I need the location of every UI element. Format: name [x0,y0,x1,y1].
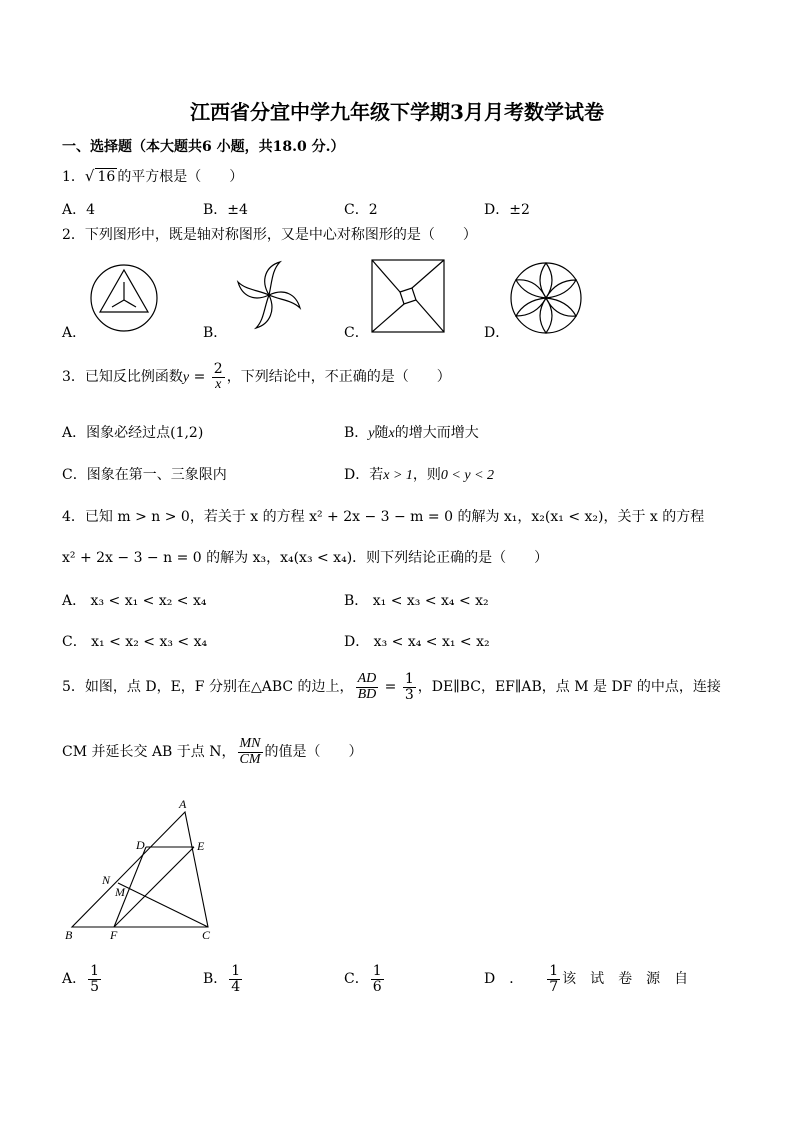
fig-label-b: B [65,928,73,942]
fig-label-f: F [110,928,118,942]
q5-line2-prefix: CM 并延长交 AB 于点 N， [62,744,236,761]
q5-line2-suffix: 的值是（ ） [264,744,363,761]
q3-d-label: D．若 [344,467,384,483]
question-5-line-1 [62,672,721,702]
q3-b-y: y [368,426,375,441]
q5-b-den: 4 [231,978,241,995]
q5-c-num: 1 [372,963,382,979]
q2-option-d-label[interactable]: D． [484,325,510,341]
q5-b-fraction [229,964,242,994]
q5-ratio-den: BD [357,686,377,702]
q4-option-d[interactable]: D． x₃ < x₄ < x₁ < x₂ [344,634,490,650]
q5-option-d[interactable] [484,964,688,994]
q2-option-b-label[interactable]: B． [203,325,228,341]
fig-label-a: A [179,797,187,811]
q4-option-b[interactable]: B． x₁ < x₃ < x₄ < x₂ [344,593,489,609]
question-1 [62,166,243,186]
q1-number: 1． [62,169,85,185]
q3-b-post: 的增大而增大 [394,425,479,441]
q5-target-ratio [238,737,263,767]
q4-option-c[interactable]: C． x₁ < x₂ < x₃ < x₄ [62,634,208,650]
question-3 [62,362,451,392]
fig-label-c: C [202,928,211,942]
q1-radicand: 16 [97,169,116,185]
q3-numerator: 2 [213,361,223,377]
q5-ratio-value-num: 1 [404,671,414,687]
q3-denominator: x [215,376,222,392]
q3-option-b[interactable] [344,422,479,442]
q5-c-fraction [371,964,384,994]
q3-d-result: 0 < y < 2 [440,468,495,483]
q3-d-condition: x > 1 [383,468,413,483]
q5-d-label: D ． [484,971,524,988]
q5-equals: = [380,679,401,696]
q5-prefix: 5．如图，点 D，E，F 分别在△ABC 的边上， [62,679,354,696]
q5-d-fraction [547,964,560,994]
question-4-line-1: 4．已知 m > n > 0，若关于 x 的方程 x² + 2x − 3 − m = 0 的解为 x₁，x₂(x₁ < x₂)，关于 x 的方程 [62,509,705,525]
q5-target-num: MN [239,736,261,751]
q3-option-c[interactable]: C．图象在第一、三象限内 [62,467,227,483]
q3-b-mid: 随 [374,425,389,441]
q3-equals: = [189,369,210,386]
q4-option-a[interactable]: A． x₃ < x₁ < x₂ < x₄ [62,593,207,609]
section-heading: 一、选择题（本大题共6 小题，共18.0 分.） [62,139,345,155]
q5-option-a[interactable] [62,964,103,994]
q3-b-label: B． [344,425,369,441]
q3-b-x: x [388,426,395,441]
fig-label-m: M [115,885,125,899]
q3-option-a[interactable]: A．图象必经过点(1,2) [62,425,204,441]
q5-suffix: ，DE∥BC，EF∥AB，点 M 是 DF 的中点，连接 [417,679,721,696]
q5-ratio [356,672,379,702]
q1-option-a[interactable]: A．4 [62,202,96,218]
q1-option-c[interactable]: C．2 [344,202,378,218]
q3-var-y: y [182,370,190,386]
q5-b-label: B． [203,971,228,988]
fig-label-e: E [197,839,205,853]
q5-c-den: 6 [372,978,382,995]
fig-label-d: D [136,838,145,852]
q2-option-c-label[interactable]: C． [344,325,369,341]
q5-option-b[interactable] [203,964,244,994]
q5-a-fraction [88,964,101,994]
q2-figure-b [230,256,308,334]
fig-label-n: N [102,873,111,887]
q5-d-den: 7 [549,978,559,995]
q5-d-tail-text: 该 试 卷 源 自 [562,971,689,988]
question-4-line-2: x² + 2x − 3 − n = 0 的解为 x₃，x₄(x₃ < x₄)．则下列结论正确的是（ ） [62,550,549,566]
q5-a-label: A． [62,971,87,988]
sqrt-sign: √ [84,167,95,185]
q3-option-d[interactable] [344,464,494,484]
q5-target-den: CM [239,751,261,767]
q3-d-mid: ，则 [412,467,441,483]
q5-ratio-num: AD [357,671,377,686]
question-2: 2．下列图形中，既是轴对称图形，又是中心对称图形的是（ ） [62,227,477,243]
q2-figure-d [508,260,584,336]
q1-text: 的平方根是（ ） [117,169,244,185]
q5-d-num: 1 [549,963,559,979]
q5-ratio-value-den: 3 [404,686,414,703]
q2-figure-a [88,262,160,334]
q5-a-den: 5 [90,978,100,995]
q5-b-num: 1 [231,963,241,979]
page-title: 江西省分宜中学九年级下学期3月月考数学试卷 [190,100,604,124]
q1-option-b[interactable]: B．±4 [203,202,248,218]
question-5-line-2 [62,737,363,767]
q5-triangle-figure [60,792,230,944]
q5-option-c[interactable] [344,964,386,994]
q3-suffix: ，下列结论中，不正确的是（ ） [226,369,451,386]
q5-a-num: 1 [90,963,100,979]
q3-fraction [212,362,225,392]
q2-figure-c [370,258,446,334]
q5-ratio-value [403,672,416,702]
q5-c-label: C． [344,971,369,988]
q2-option-a-label[interactable]: A． [62,325,87,341]
q3-prefix: 3．已知反比例函数 [62,369,183,386]
q1-option-d[interactable]: D．±2 [484,202,530,218]
